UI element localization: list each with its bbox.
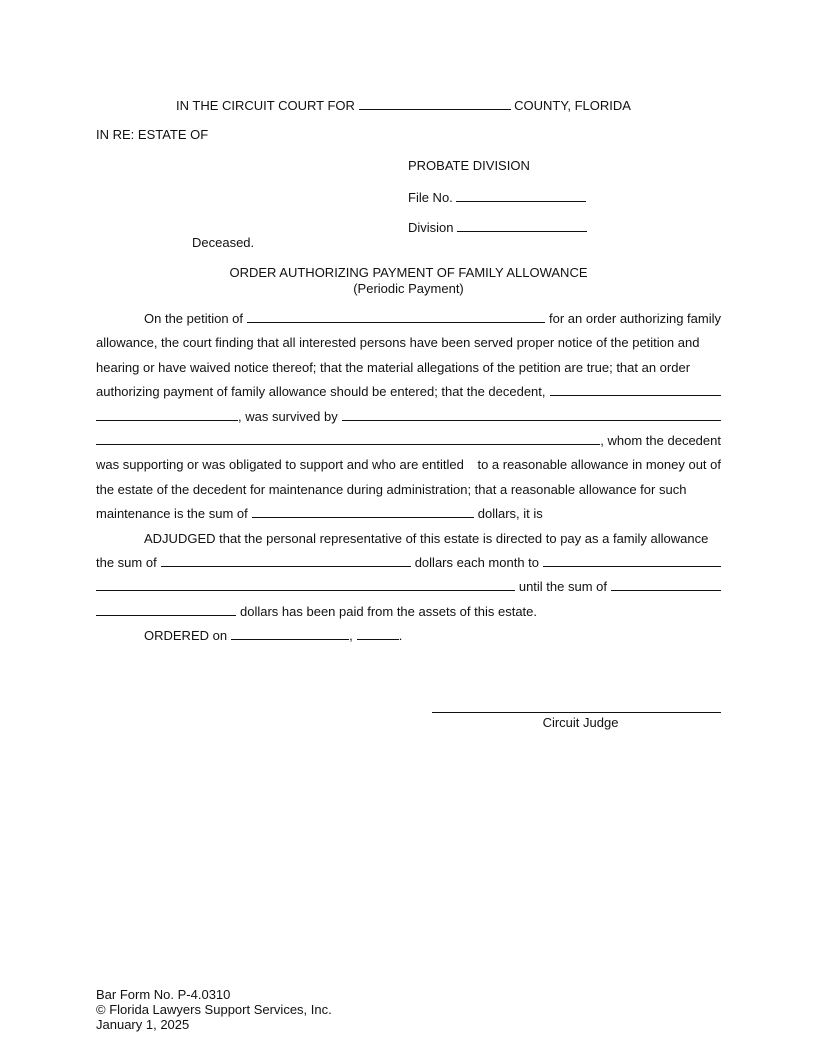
body-line-4: authorizing payment of family allowance should be entered; that the decedent, xyxy=(96,380,721,404)
decedent-name-blank-2[interactable] xyxy=(96,408,238,421)
footer-date: January 1, 2025 xyxy=(96,1017,190,1032)
body-line-6: , whom the decedent xyxy=(96,429,721,453)
payee-blank[interactable] xyxy=(543,554,721,567)
court-heading: IN THE CIRCUIT COURT FOR COUNTY, FLORIDA xyxy=(176,98,631,113)
body-line-8: the estate of the decedent for maintenance during administration; that a reasonable allowance for such xyxy=(96,481,687,497)
petitioner-blank[interactable] xyxy=(247,310,545,323)
allowance-amount-blank[interactable] xyxy=(252,505,474,518)
body-line-9: maintenance is the sum of dollars, it is xyxy=(96,506,543,522)
deceased-label: Deceased. xyxy=(192,235,255,250)
file-no-field: File No. xyxy=(408,189,586,206)
monthly-amount-blank[interactable] xyxy=(161,554,411,567)
order-body xyxy=(96,307,721,648)
circuit-judge-label: Circuit Judge xyxy=(542,715,619,730)
in-re-label: IN RE: ESTATE OF xyxy=(96,127,209,142)
county-blank[interactable] xyxy=(359,97,511,110)
footer-form-no: Bar Form No. P-4.0310 xyxy=(96,987,231,1002)
body-line-5: , was survived by xyxy=(96,405,721,429)
order-subtitle: (Periodic Payment) xyxy=(353,281,464,296)
body-line-1: On the petition of for an order authorizing family xyxy=(144,311,721,326)
judge-signature-line[interactable] xyxy=(432,712,721,713)
ordered-date-blank[interactable] xyxy=(231,627,349,640)
division-blank[interactable] xyxy=(457,219,587,232)
survivors-blank[interactable] xyxy=(342,408,721,421)
body-line-12: until the sum of xyxy=(96,575,721,599)
ordered-line: ORDERED on , . xyxy=(144,628,403,644)
total-sum-blank-2[interactable] xyxy=(96,603,236,616)
footer-copyright: © Florida Lawyers Support Services, Inc. xyxy=(96,1002,332,1017)
survivors-blank-2[interactable] xyxy=(96,432,600,445)
body-line-2: allowance, the court finding that all interested persons have been served proper notice of the petition and xyxy=(96,335,700,351)
order-title: ORDER AUTHORIZING PAYMENT OF FAMILY ALLOWANCE xyxy=(229,265,588,280)
body-line-11: the sum of dollars each month to xyxy=(96,551,721,575)
total-sum-blank[interactable] xyxy=(611,578,721,591)
ordered-year-blank[interactable] xyxy=(357,627,399,640)
probate-division-label: PROBATE DIVISION xyxy=(408,158,530,173)
payee-blank-2[interactable] xyxy=(96,578,515,591)
body-line-7: was supporting or was obligated to support and who are entitled to a reasonable allowance in money out of xyxy=(96,457,721,473)
division-field: Division xyxy=(408,219,587,236)
decedent-name-blank[interactable] xyxy=(550,383,721,396)
file-no-blank[interactable] xyxy=(456,189,586,202)
body-line-3: hearing or have waived notice thereof; that the material allegations of the petition are true; that an order xyxy=(96,359,691,375)
body-line-13: dollars has been paid from the assets of this estate. xyxy=(96,600,721,624)
body-line-10: ADJUDGED that the personal representative of this estate is directed to pay as a family allowance xyxy=(144,530,709,546)
